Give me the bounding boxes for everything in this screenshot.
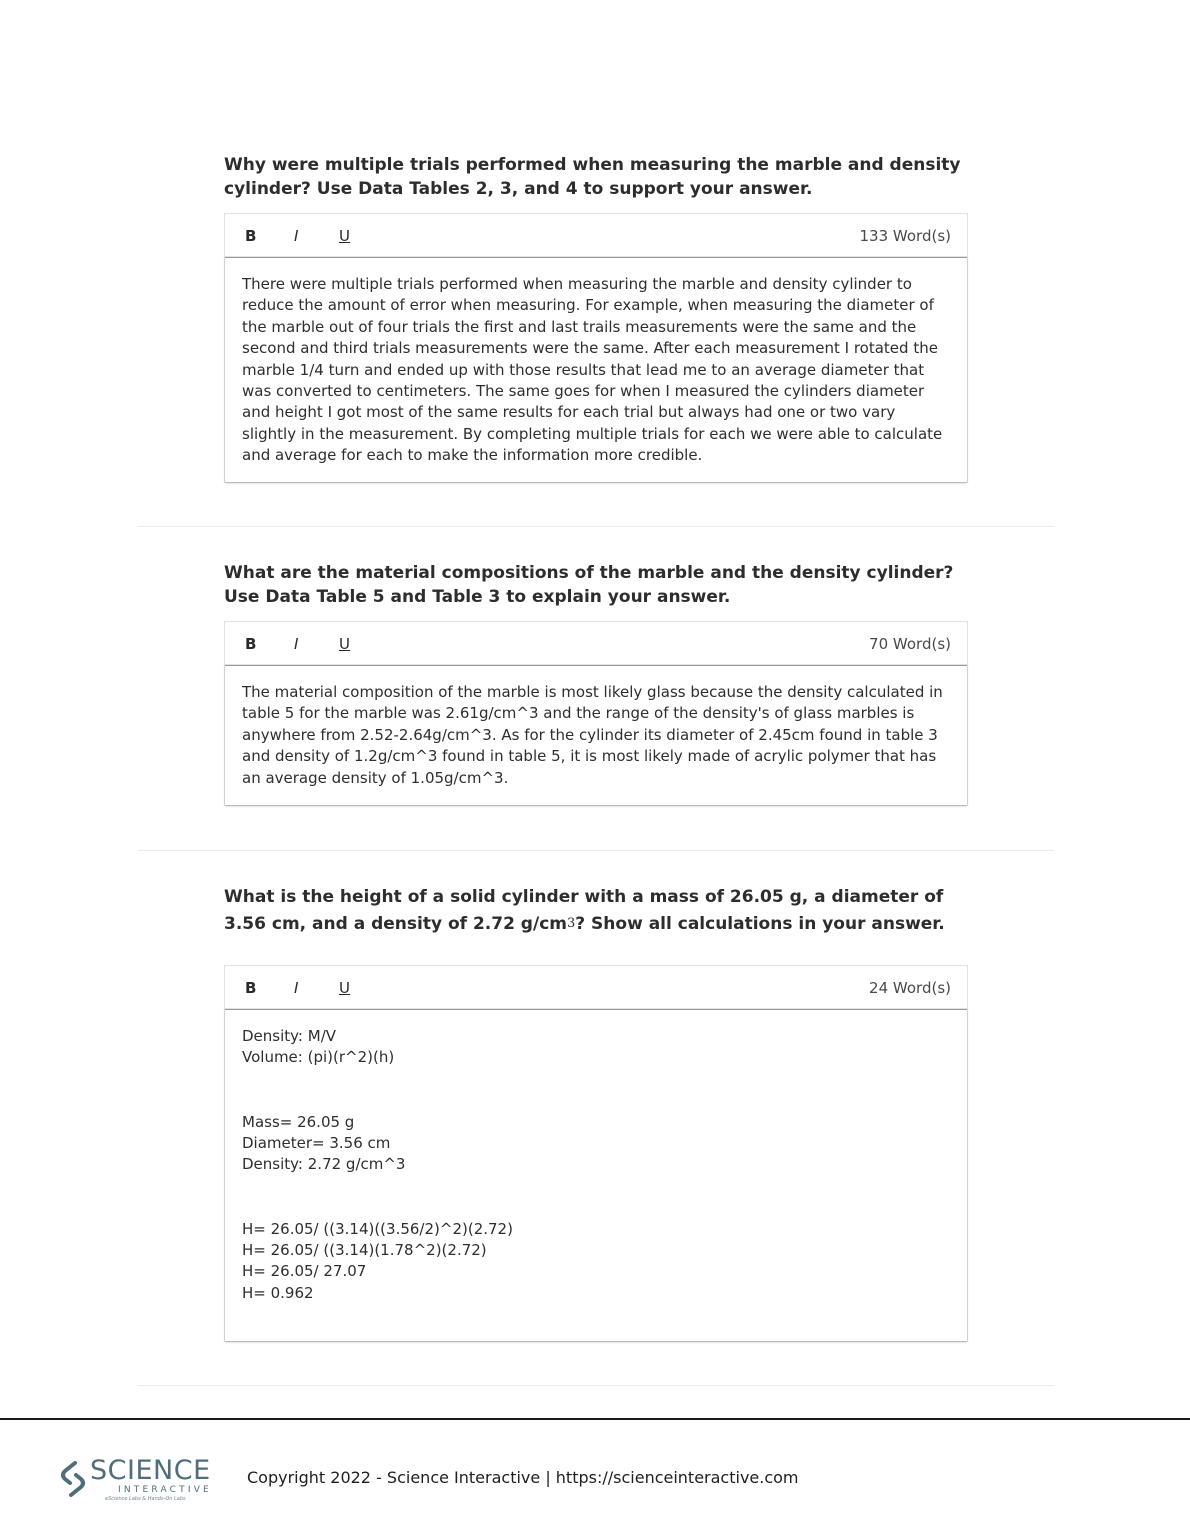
question-3-title-part1: What is the height of a solid cylinder with a mass of 26.05 g, a diameter of 3.56 cm, and a density of 2.72 g/cm — [224, 887, 944, 934]
question-2 — [224, 561, 968, 787]
section-divider — [138, 850, 1054, 851]
question-3-title-part2: ? Show all calculations in your answer. — [575, 914, 945, 934]
question-3-title — [224, 884, 968, 938]
question-1-title: Why were multiple trials performed when measuring the marble and density cylinder? Use Data Tables 2, 3, and 4 to support your answer. — [224, 155, 961, 199]
word-count-label: Word(s) — [892, 227, 951, 245]
word-count — [869, 979, 951, 997]
editor-toolbar — [225, 214, 967, 257]
question-3 — [224, 884, 968, 1302]
footer-rule — [0, 1418, 1190, 1420]
word-count — [869, 635, 951, 653]
italic-button[interactable]: I — [294, 979, 299, 997]
answer-editor-2 — [224, 621, 968, 806]
science-interactive-logo — [58, 1455, 212, 1504]
word-count-label: Word(s) — [892, 979, 951, 997]
word-count-value: 70 — [869, 635, 889, 653]
question-1 — [224, 153, 968, 465]
editor-toolbar — [225, 622, 967, 665]
answer-editor-3 — [224, 965, 968, 1342]
underline-button[interactable]: U — [339, 979, 350, 997]
underline-button[interactable]: U — [339, 227, 350, 245]
answer-text-1[interactable]: There were multiple trials performed when measuring the marble and density cylinder to reduce the amount of error when measuring. For example, when measuring the diameter of the marble out of four trials the first and last trails measurements were the same and the second and third trials measurements were the same. After each measurement I rotated the marble 1/4 turn and ended up with those results that lead me to an average diameter that was converted to centimeters. The same goes for when I measured the cylinders diameter and height I got most of the same results for each trial but always had one or two vary slightly in the measurement. By completing multiple trials for each we were able to calculate and average for each to make the information more credible. — [225, 257, 967, 482]
logo-wordmark: SCIENCE — [90, 1455, 211, 1486]
italic-button[interactable]: I — [294, 635, 299, 653]
word-count-value: 133 — [859, 227, 889, 245]
section-divider — [138, 1385, 1054, 1386]
superscript: 3 — [566, 916, 576, 931]
editor-toolbar — [225, 966, 967, 1009]
copyright-text: Copyright 2022 - Science Interactive | https://scienceinteractive.com — [247, 1468, 799, 1487]
bold-button[interactable]: B — [245, 635, 257, 653]
underline-button[interactable]: U — [339, 635, 350, 653]
logo-subtitle: INTERACTIVE — [118, 1485, 212, 1495]
word-count — [860, 227, 952, 245]
logo-tagline: eScience Labs & Hands-On Labs — [105, 1496, 186, 1502]
section-divider — [138, 526, 1054, 527]
answer-text-2[interactable]: The material composition of the marble is most likely glass because the density calculated in table 5 for the marble was 2.61g/cm^3 and the range of the density's of glass marbles is anywhere from 2.52-2.64g/cm^3. As for the cylinder its diameter of 2.45cm found in table 3 and density of 1.2g/cm^3 found in table 5, it is most likely made of acrylic polymer that has an average density of 1.05g/cm^3. — [225, 665, 967, 805]
word-count-label: Word(s) — [892, 635, 951, 653]
bold-button[interactable]: B — [245, 227, 257, 245]
question-2-title: What are the material compositions of the marble and the density cylinder? Use Data Table 5 and Table 3 to explain your answer. — [224, 563, 954, 607]
bold-button[interactable]: B — [245, 979, 257, 997]
answer-editor-1 — [224, 213, 968, 483]
answer-text-3[interactable]: Density: M/V Volume: (pi)(r^2)(h) Mass= 26.05 g Diameter= 3.56 cm Density: 2.72 g/cm^3 H= 26.05/ ((3.14)((3.56/2)^2)(2.72) H= 26.05/ ((3.14)(1.78^2)(2.72) H= 26.05/ 27.07 H= 0.962 — [225, 1009, 967, 1341]
word-count-value: 24 — [869, 979, 889, 997]
italic-button[interactable]: I — [294, 227, 299, 245]
logo-mark-icon — [58, 1460, 88, 1498]
